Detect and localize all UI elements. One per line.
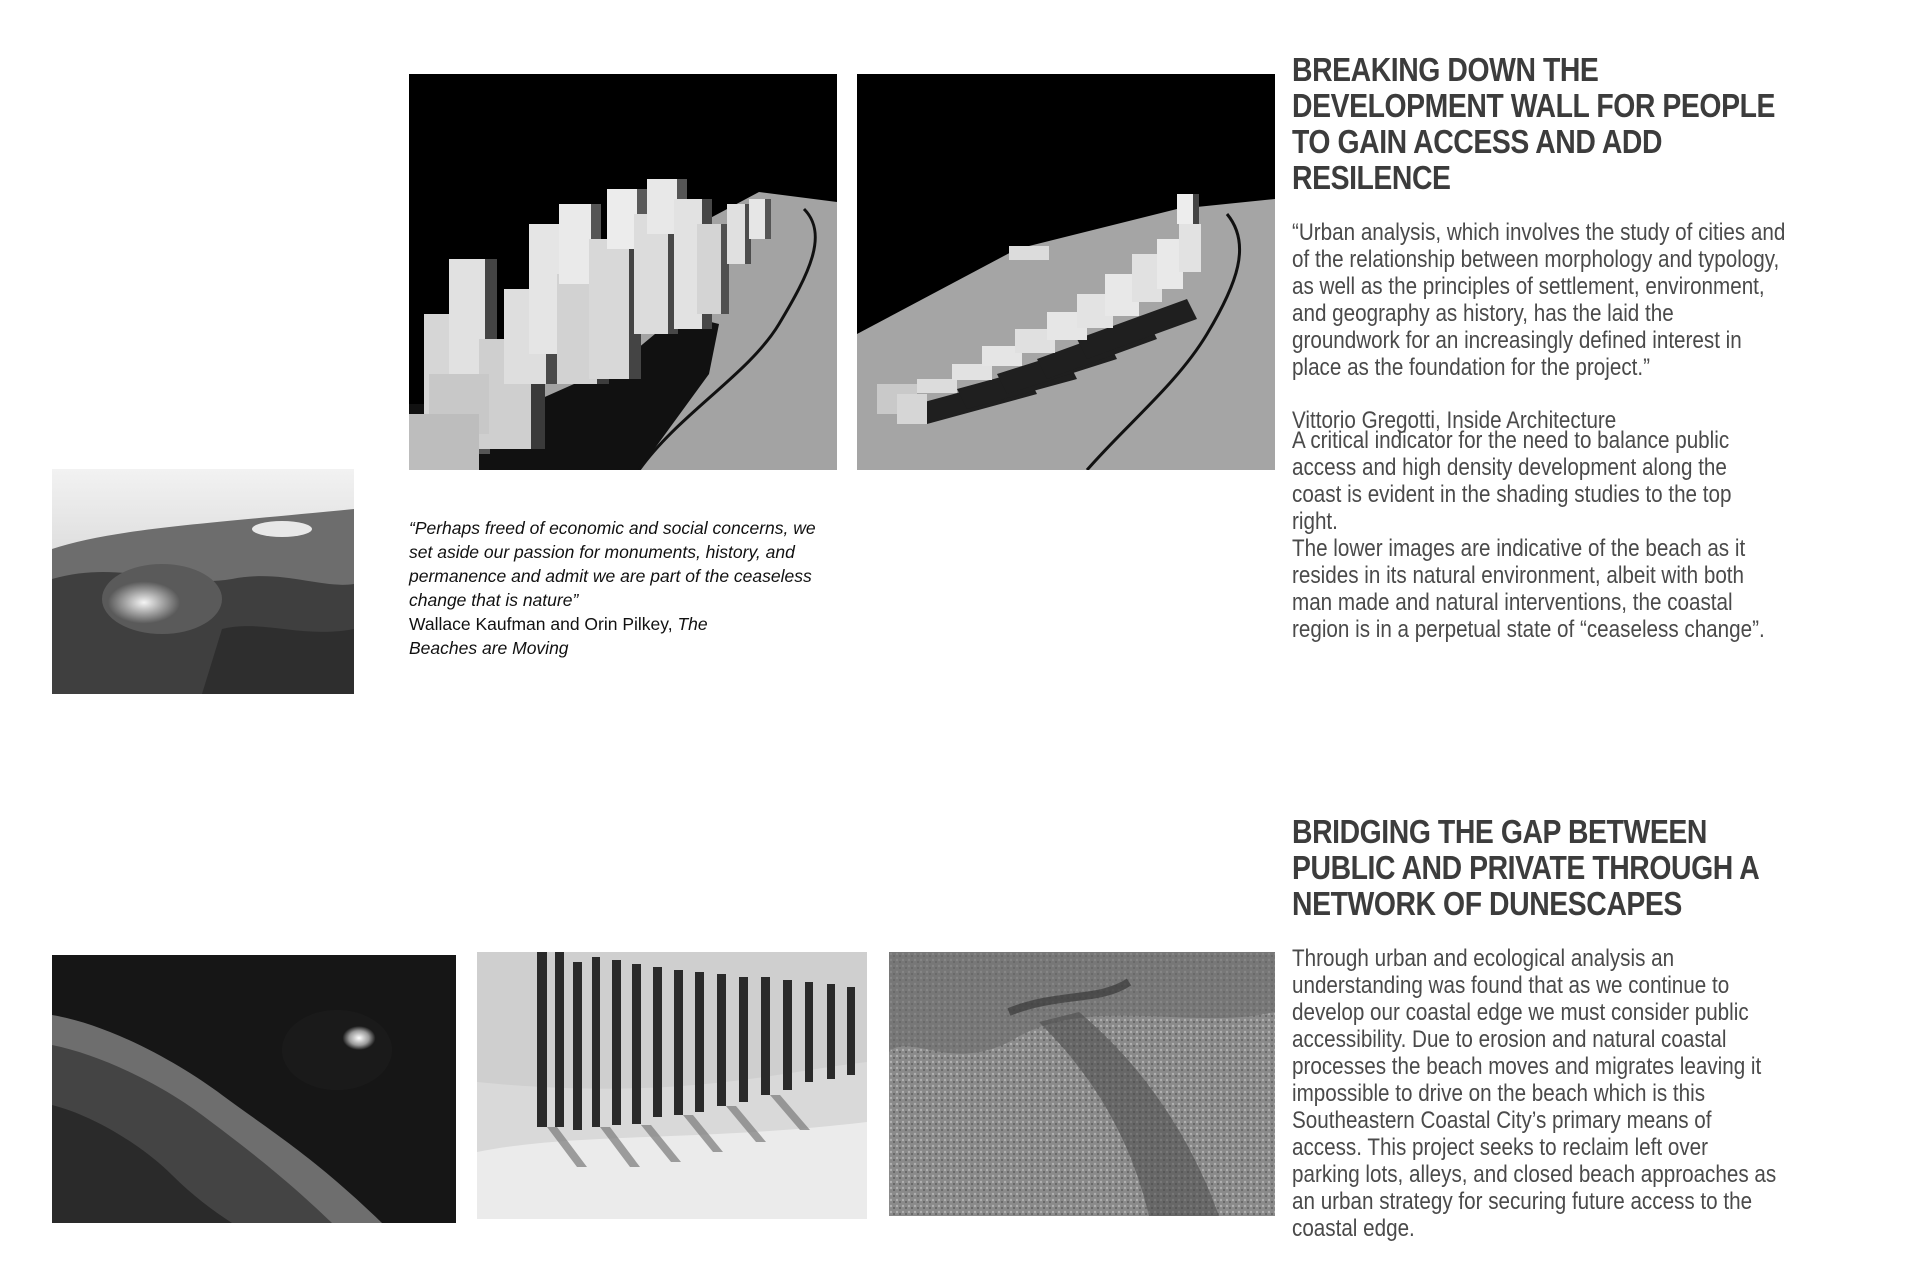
section1-paragraph-1: A critical indicator for the need to balance public access and high density development along the coast is evident in the shading studies to the top right. xyxy=(1292,427,1732,535)
side-quote-attribution xyxy=(409,612,769,660)
section2-heading: BRIDGING THE GAP BETWEEN PUBLIC AND PRIVATE THROUGH A NETWORK OF DUNESCAPES xyxy=(1292,813,1759,922)
night-surf-photo xyxy=(52,955,456,1223)
sand-texture-photo xyxy=(889,952,1275,1216)
rocky-shore-photo xyxy=(52,469,354,694)
section1-quote: “Urban analysis, which involves the study of cities and of the relationship between morphology and typology, as well as the principles of settlement, environment, and geography as history, has the laid the groundwork for an increasingly defined interest in place as the foundation for the project.” xyxy=(1292,219,1786,381)
side-quote-text: “Perhaps freed of economic and social concerns, we set aside our passion for monuments, history, and permanence and admit we are part of the ceaseless change that is nature” xyxy=(409,518,816,610)
section2-paragraph: Through urban and ecological analysis an understanding was found that as we continue to develop our coastal edge we must consider public accessibility. Due to erosion and natural coastal processes the beach moves and migrates leaving it impossible to drive on the beach which is this Southeastern Coastal City’s primary means of access. This project seeks to reclaim left over parking lots, alleys, and closed beach approaches as an urban strategy for securing future access to the coastal edge. xyxy=(1292,945,1777,1242)
side-quote xyxy=(409,516,829,660)
section1-text-block xyxy=(1292,52,1892,434)
section1-paragraph-2: The lower images are indicative of the beach as it resides in its natural environment, albeit with both man made and natural interventions, the coastal region is in a perpetual state of “ceaseless change”. xyxy=(1292,535,1765,643)
section1-quote-author: Vittorio Gregotti, Inside Architecture xyxy=(1292,407,1617,434)
shading-study-dense-image xyxy=(409,74,837,470)
side-quote-authors: Wallace Kaufman and Orin Pilkey, xyxy=(409,614,673,634)
side-quote-book-title: The Beaches are Moving xyxy=(409,614,708,658)
shading-study-open-image xyxy=(857,74,1275,470)
sand-fence-photo xyxy=(477,952,867,1219)
section1-heading: BREAKING DOWN THE DEVELOPMENT WALL FOR PEOPLE TO GAIN ACCESS AND ADD RESILENCE xyxy=(1292,51,1775,196)
